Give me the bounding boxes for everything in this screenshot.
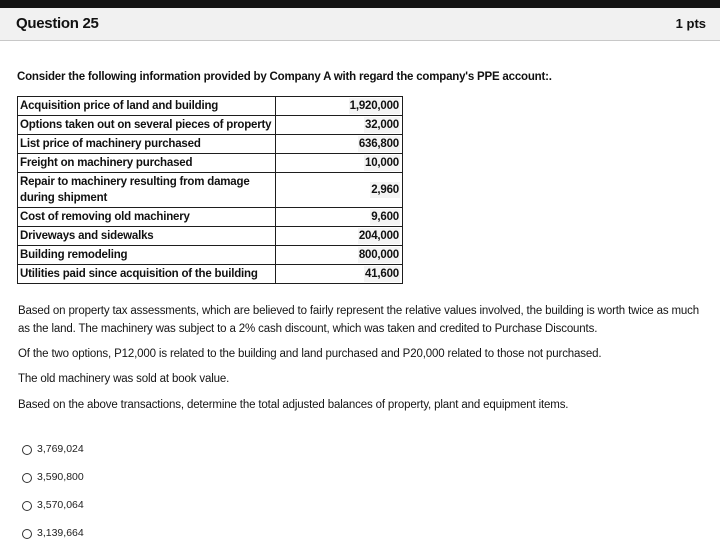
radio-button[interactable] [22, 445, 32, 455]
table-row [18, 97, 403, 116]
ppe-table [17, 96, 403, 284]
amount-value: 1,920,000 [349, 100, 399, 112]
answer-option[interactable] [22, 443, 84, 471]
amount-value: 9,600 [371, 211, 399, 223]
row-amount [276, 265, 403, 284]
option-label: 3,139,664 [37, 527, 84, 539]
row-amount [276, 246, 403, 265]
answer-option[interactable] [22, 471, 84, 499]
top-bar [0, 0, 720, 8]
amount-value: 204,000 [358, 230, 399, 242]
row-label: Repair to machinery resulting from damage during shipment [18, 173, 276, 208]
table-row [18, 173, 403, 208]
row-label: Building remodeling [18, 246, 276, 265]
row-amount [276, 154, 403, 173]
question-points: 1 pts [675, 16, 706, 31]
row-label: Driveways and sidewalks [18, 227, 276, 246]
option-label: 3,590,800 [37, 471, 84, 483]
answer-options [22, 443, 84, 555]
row-label: Options taken out on several pieces of property [18, 116, 276, 135]
row-label: Cost of removing old machinery [18, 208, 276, 227]
paragraph-instruction: Based on the above transactions, determine the total adjusted balances of property, plant and equipment items. [18, 399, 569, 411]
option-label: 3,769,024 [37, 443, 84, 455]
amount-value: 41,600 [365, 268, 399, 280]
paragraph-old-machinery: The old machinery was sold at book value. [18, 373, 230, 385]
radio-button[interactable] [22, 501, 32, 511]
row-label: Freight on machinery purchased [18, 154, 276, 173]
paragraph-options: Of the two options, P12,000 is related to the building and land purchased and P20,000 related to those not purchased. [18, 348, 602, 360]
table-row [18, 208, 403, 227]
question-title: Question 25 [16, 15, 99, 32]
row-label: Acquisition price of land and building [18, 97, 276, 116]
amount-value: 800,000 [358, 249, 399, 261]
question-intro: Consider the following information provided by Company A with regard the company's PPE account:. [17, 71, 552, 83]
row-amount [276, 97, 403, 116]
radio-button[interactable] [22, 473, 32, 483]
option-label: 3,570,064 [37, 499, 84, 511]
row-amount [276, 227, 403, 246]
row-label: List price of machinery purchased [18, 135, 276, 154]
answer-option[interactable] [22, 499, 84, 527]
table-row [18, 265, 403, 284]
amount-value: 636,800 [358, 138, 399, 150]
amount-value: 10,000 [365, 157, 399, 169]
table-row [18, 116, 403, 135]
row-amount [276, 116, 403, 135]
question-header [0, 8, 720, 41]
paragraph-valuation: Based on property tax assessments, which are believed to fairly represent the relative values involved, the building is worth twice as much as the land. The machinery was subject to a 2% cash discount, which was taken and credited to Purchase Discounts. [18, 305, 700, 335]
table-row [18, 135, 403, 154]
amount-value: 2,960 [371, 184, 399, 196]
table-row [18, 227, 403, 246]
row-amount [276, 135, 403, 154]
row-amount [276, 208, 403, 227]
row-amount [276, 173, 403, 208]
table-row [18, 154, 403, 173]
answer-option[interactable] [22, 527, 84, 555]
table-row [18, 246, 403, 265]
radio-button[interactable] [22, 529, 32, 539]
row-label: Utilities paid since acquisition of the building [18, 265, 276, 284]
amount-value: 32,000 [365, 119, 399, 131]
